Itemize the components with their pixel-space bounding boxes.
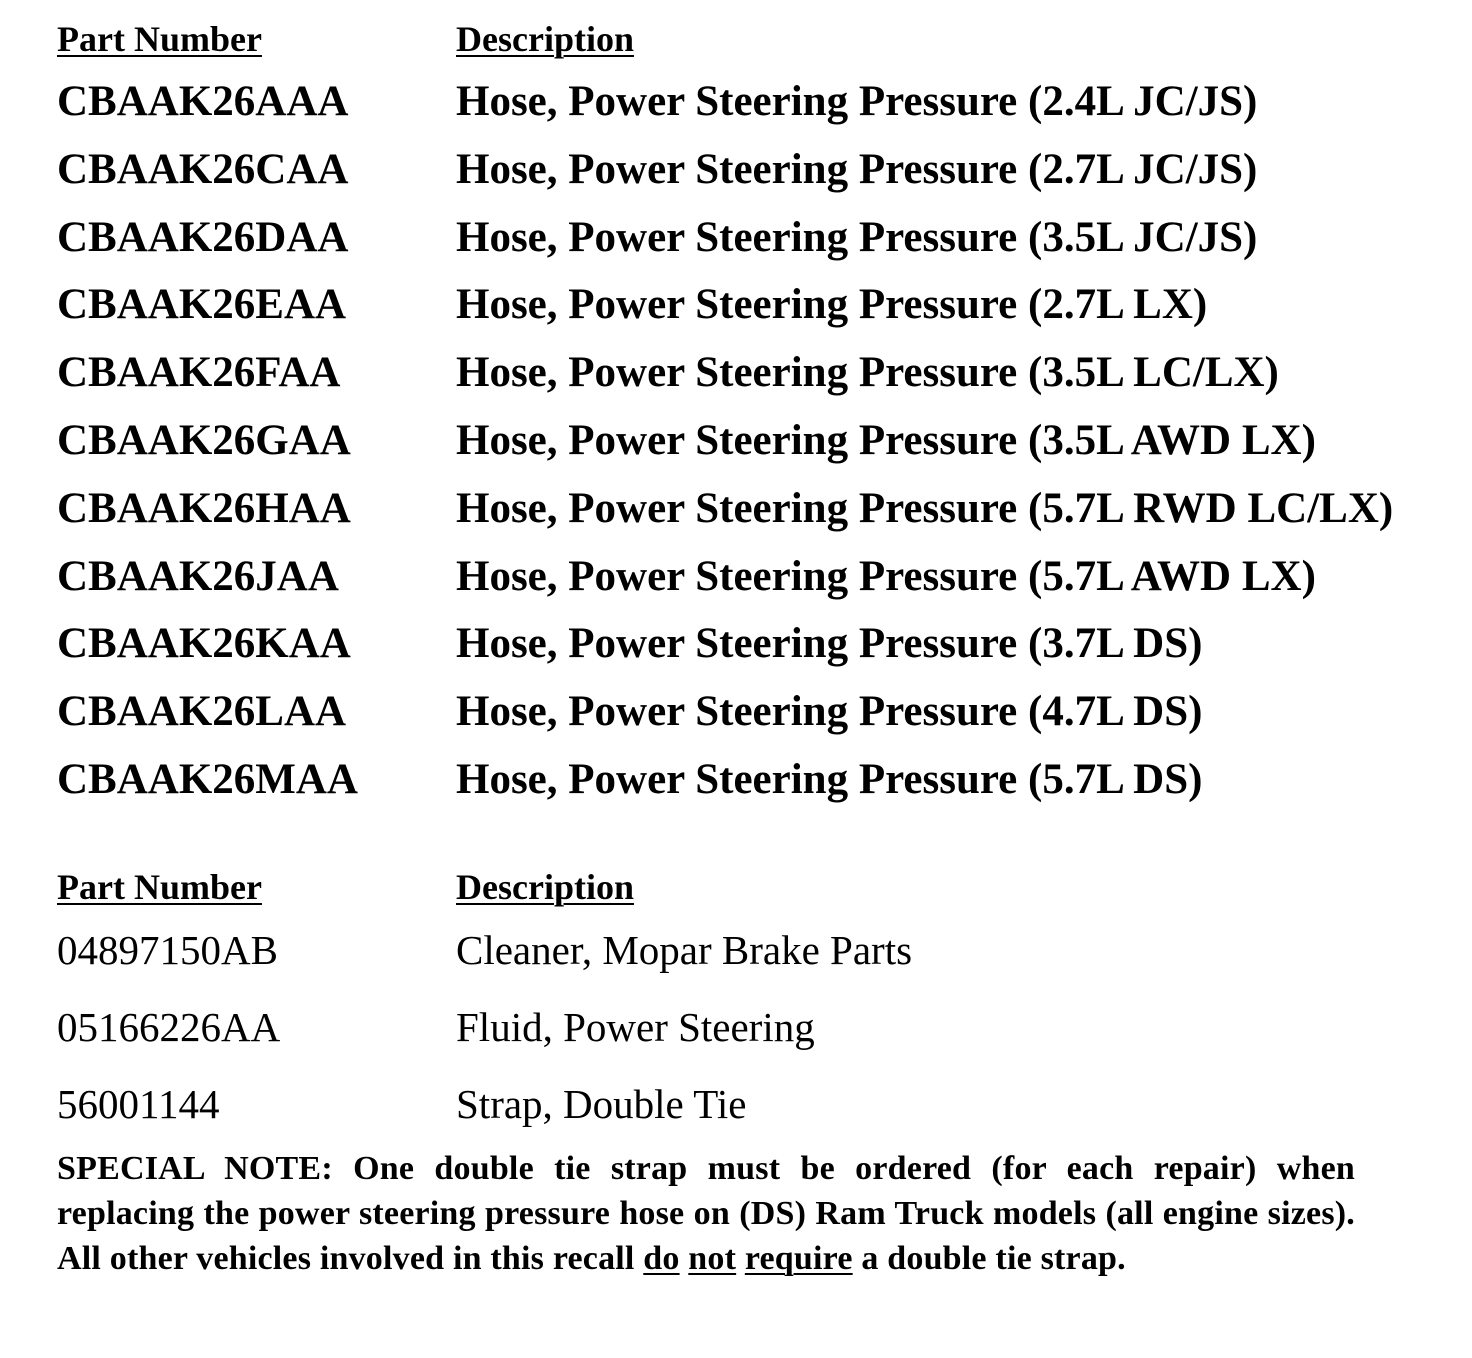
part-number-header: Part Number [57, 867, 262, 907]
table-row [57, 339, 1457, 407]
description-cell: Hose, Power Steering Pressure (2.7L LX) [456, 281, 1208, 329]
table-row [57, 407, 1457, 475]
part-number-cell: 04897150AB [57, 927, 278, 973]
description-cell: Hose, Power Steering Pressure (3.5L AWD LX) [456, 416, 1316, 464]
part-number-cell: CBAAK26AAA [57, 78, 349, 125]
table-row [57, 543, 1457, 611]
description-cell: Hose, Power Steering Pressure (3.5L LC/LX) [456, 349, 1279, 397]
table-row [57, 1066, 1457, 1143]
description-cell: Hose, Power Steering Pressure (4.7L DS) [456, 688, 1203, 736]
description-header: Description [456, 867, 634, 907]
description-header: Description [456, 19, 634, 59]
description-cell: Hose, Power Steering Pressure (5.7L AWD LX) [456, 552, 1316, 600]
table-row [57, 271, 1457, 339]
table-row [57, 912, 1457, 989]
description-cell: Strap, Double Tie [456, 1081, 747, 1127]
part-number-cell: 56001144 [57, 1081, 220, 1127]
description-cell: Hose, Power Steering Pressure (2.7L JC/JS) [456, 145, 1258, 193]
special-note-text-end: a double tie strap. [852, 1240, 1126, 1277]
special-note [57, 1146, 1355, 1281]
table-row [57, 136, 1457, 204]
part-number-cell: CBAAK26JAA [57, 552, 339, 600]
table-row [57, 678, 1457, 746]
special-note-underlined-require: require [744, 1240, 853, 1277]
table-row [57, 68, 1457, 136]
table-row [57, 610, 1457, 678]
description-cell: Cleaner, Mopar Brake Parts [456, 927, 913, 973]
part-number-cell: CBAAK26GAA [57, 416, 351, 464]
description-cell: Fluid, Power Steering [456, 1004, 815, 1050]
table-header [57, 862, 1457, 912]
part-number-cell: CBAAK26HAA [57, 484, 351, 532]
special-note-text: SPECIAL NOTE: One double tie strap must be ordered (for each repair) when replacing the power steering pressure hose on (DS) Ram Truck models (all engine sizes). All other vehicles involved in this recall [57, 1150, 1355, 1277]
description-cell: Hose, Power Steering Pressure (2.4L JC/JS) [456, 78, 1258, 125]
description-cell: Hose, Power Steering Pressure (3.5L JC/JS) [456, 213, 1258, 261]
part-number-cell: CBAAK26KAA [57, 620, 351, 668]
part-number-cell: CBAAK26FAA [57, 349, 341, 397]
additional-parts-table [57, 862, 1457, 1143]
table-row [57, 204, 1457, 272]
part-number-cell: CBAAK26DAA [57, 213, 349, 261]
description-cell: Hose, Power Steering Pressure (5.7L DS) [456, 755, 1203, 803]
description-cell: Hose, Power Steering Pressure (3.7L DS) [456, 620, 1203, 668]
special-note-underlined-not: not [688, 1240, 737, 1277]
part-number-header: Part Number [57, 19, 262, 59]
part-number-cell: 05166226AA [57, 1004, 281, 1050]
hose-parts-table [57, 14, 1457, 814]
part-number-cell: CBAAK26MAA [57, 755, 358, 803]
description-cell: Hose, Power Steering Pressure (5.7L RWD LC/LX) [456, 484, 1394, 532]
table-row [57, 989, 1457, 1066]
table-row [57, 475, 1457, 543]
part-number-cell: CBAAK26CAA [57, 145, 349, 193]
special-note-underlined-do: do [643, 1240, 680, 1277]
table-header [57, 14, 1457, 64]
table-row [57, 746, 1457, 814]
part-number-cell: CBAAK26EAA [57, 281, 347, 329]
part-number-cell: CBAAK26LAA [57, 688, 347, 736]
